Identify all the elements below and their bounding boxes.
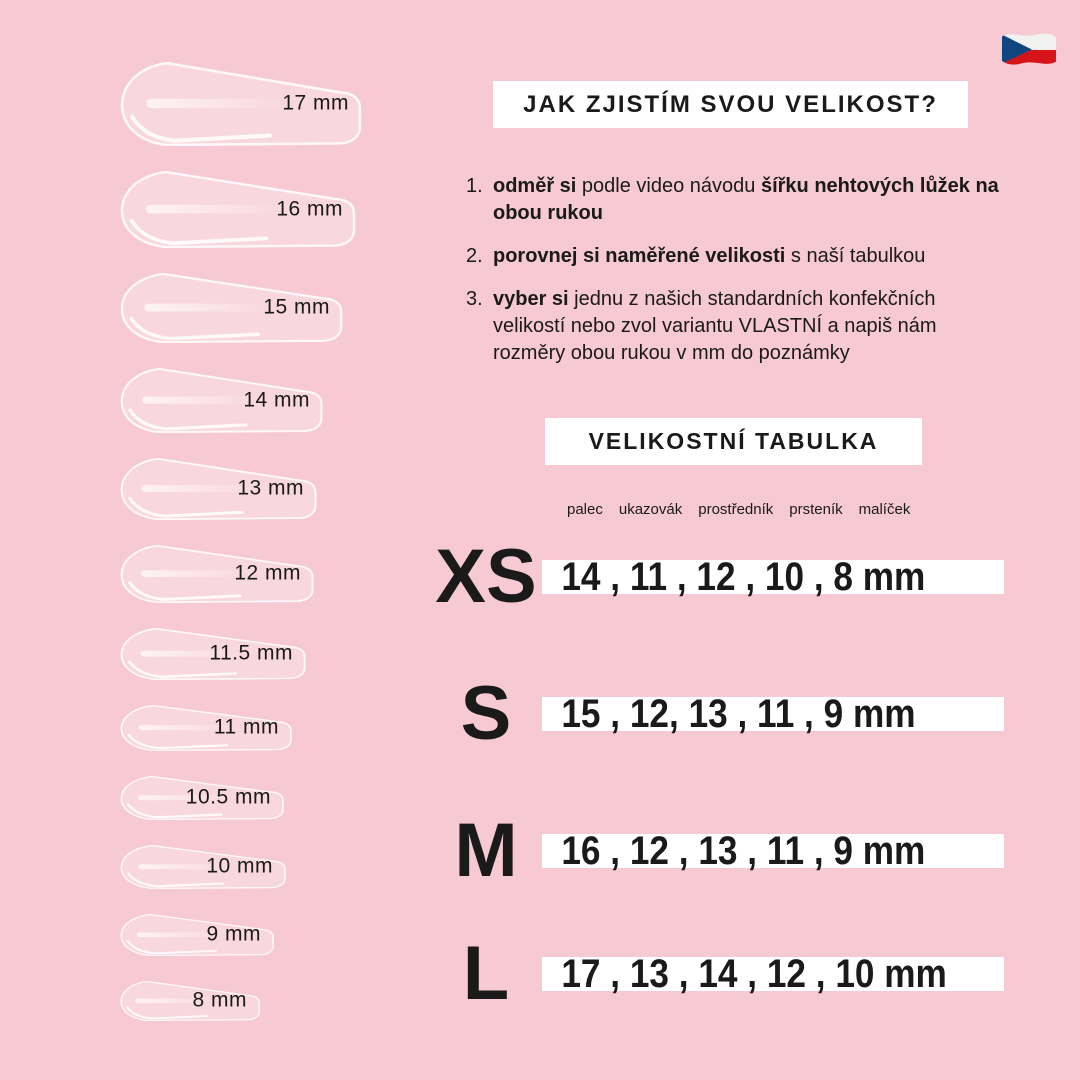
step-text-regular: podle video návodu xyxy=(576,175,761,197)
step-number: 3. xyxy=(466,288,483,310)
size-table-title: VELIKOSTNÍ TABULKA xyxy=(588,428,879,454)
instructions-list xyxy=(466,173,1006,383)
nail-column xyxy=(120,62,363,1021)
size-label: S xyxy=(460,671,512,756)
step-text-bold: vyber si xyxy=(493,288,569,310)
step-text xyxy=(493,173,1006,227)
size-label: L xyxy=(462,931,510,1016)
step-text-bold: porovnej si naměřené velikosti xyxy=(493,245,786,267)
column-header-pinky: malíček xyxy=(858,501,911,518)
size-values: 17 , 13 , 14 , 12 , 10 mm xyxy=(561,951,947,996)
nail-size-label: 15 mm xyxy=(263,295,330,319)
nail-size-label: 8 mm xyxy=(192,988,247,1012)
size-values: 15 , 12, 13 , 11 , 9 mm xyxy=(561,691,916,736)
headline-text: JAK ZJISTÍM SVOU VELIKOST? xyxy=(523,90,938,118)
size-table-title-box xyxy=(545,418,922,465)
nail-size-label: 17 mm xyxy=(282,91,349,115)
nail-size-label: 9 mm xyxy=(206,922,261,946)
size-label: M xyxy=(454,808,518,893)
step-text xyxy=(493,243,1006,270)
nail-tip xyxy=(120,845,287,889)
nail-tip xyxy=(120,628,307,680)
step-number: 1. xyxy=(466,175,483,197)
column-header-index: ukazovák xyxy=(618,501,683,518)
instruction-step-1 xyxy=(466,173,1006,227)
nail-size-label: 11 mm xyxy=(213,715,279,739)
size-row-m xyxy=(430,808,1004,893)
instruction-step-3 xyxy=(466,286,1006,367)
size-values-strip xyxy=(542,828,1004,873)
step-number: 2. xyxy=(466,245,483,267)
nail-size-label: 11.5 mm xyxy=(209,641,293,665)
size-values-strip xyxy=(542,554,1004,599)
czech-flag-icon xyxy=(1000,28,1058,72)
nail-size-label: 10 mm xyxy=(206,854,273,878)
nail-size-label: 16 mm xyxy=(276,197,343,221)
instruction-step-2 xyxy=(466,243,1006,270)
nail-size-label: 14 mm xyxy=(243,388,310,412)
nail-tip xyxy=(120,914,275,956)
nail-size-label: 12 mm xyxy=(234,561,301,585)
size-values: 14 , 11 , 12 , 10 , 8 mm xyxy=(561,554,926,599)
size-label: XS xyxy=(435,534,537,619)
step-text-bold: šířku nehtových lůžek na obou rukou xyxy=(493,175,999,224)
size-values: 16 , 12 , 13 , 11 , 9 mm xyxy=(561,828,926,873)
column-header-ring: prsteník xyxy=(789,501,843,518)
nail-tip xyxy=(120,273,344,343)
nail-tip xyxy=(120,368,324,433)
nail-size-label: 13 mm xyxy=(237,476,304,500)
finger-column-headers xyxy=(567,501,910,518)
nail-tip xyxy=(120,705,293,751)
step-text-regular: s naší tabulkou xyxy=(785,245,926,267)
nail-size-label: 10.5 mm xyxy=(185,785,271,809)
size-values-strip xyxy=(542,951,1004,996)
step-text xyxy=(493,286,1006,367)
nail-tip xyxy=(120,458,318,520)
column-header-thumb: palec xyxy=(567,501,603,518)
nail-tip xyxy=(120,545,315,603)
size-row-xs xyxy=(430,534,1004,619)
size-row-s xyxy=(430,671,1004,756)
size-values-strip xyxy=(542,691,1004,736)
headline-box xyxy=(493,81,968,128)
step-text-regular: jednu z našich standardních konfekčních velikostí nebo zvol variantu VLASTNÍ a napiš nám rozměry obou rukou v mm do poznámky xyxy=(493,288,937,364)
column-header-middle: prostředník xyxy=(698,501,774,518)
nail-tip xyxy=(120,981,261,1021)
nail-tip xyxy=(120,776,285,820)
nail-tip xyxy=(120,171,357,248)
nail-tip xyxy=(120,62,363,146)
size-row-l xyxy=(430,931,1004,1016)
step-text-bold: odměř si xyxy=(493,175,577,197)
